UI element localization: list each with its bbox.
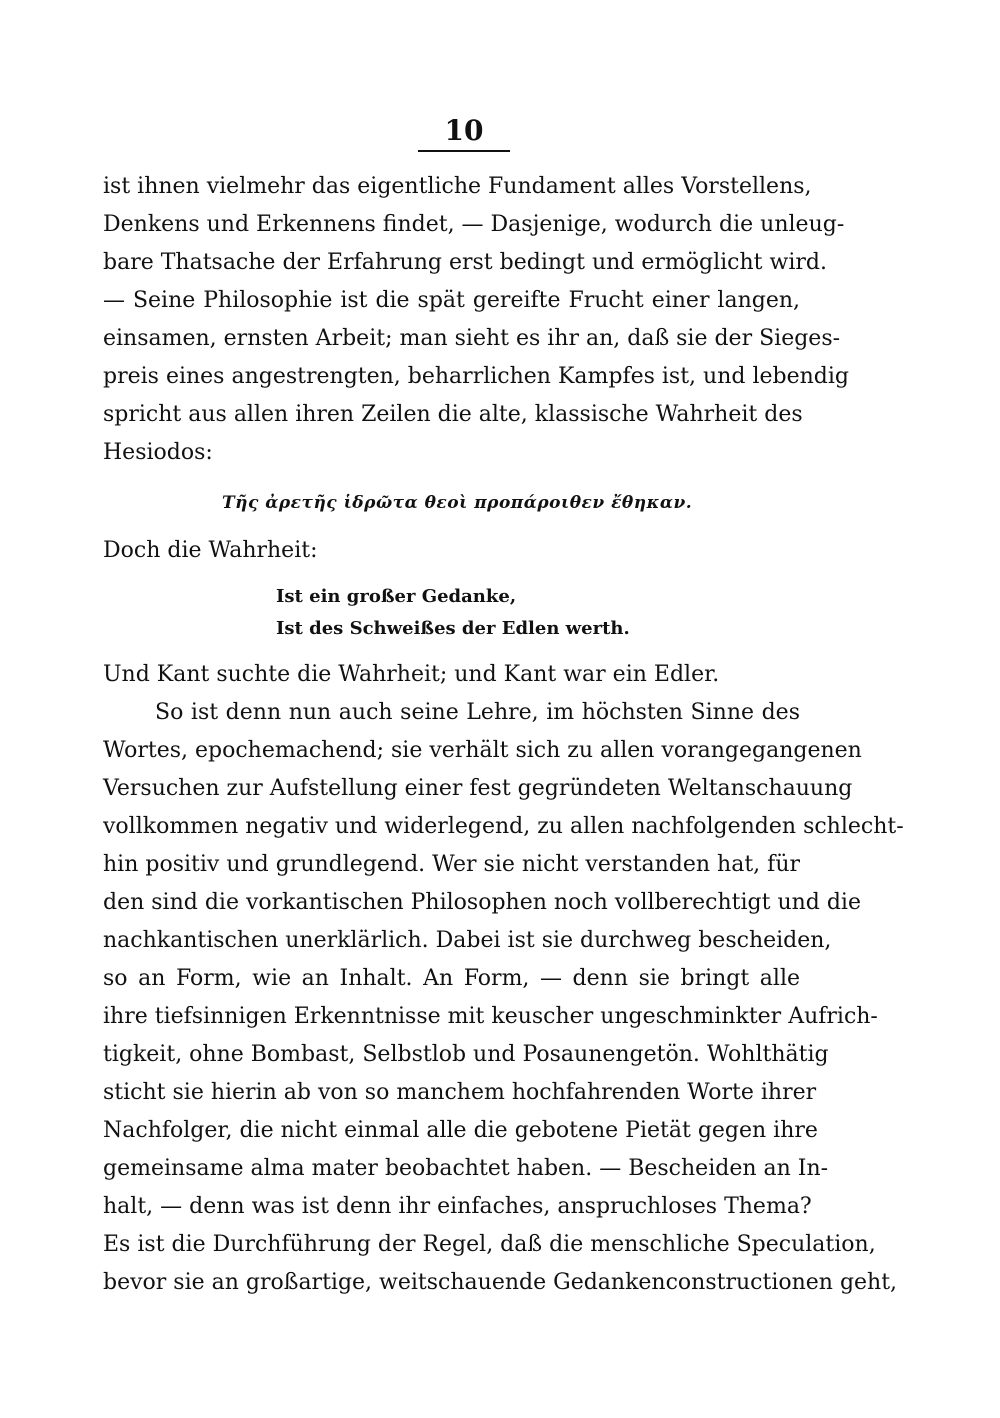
kant-line: Und Kant suchte die Wahrheit; und Kant war ein Edler.: [103, 662, 720, 687]
intro-line: Doch die Wahrheit:: [103, 538, 318, 563]
text-line: Denkens und Erkennens findet, — Dasjenige, wodurch die unleug-: [103, 212, 845, 237]
text-line: Versuchen zur Aufstellung einer fest gegründeten Weltanschauung: [103, 776, 853, 801]
text-line: Wortes, epochemachend; sie verhält sich zu allen vorangegangenen: [103, 738, 862, 763]
text-line: so an Form, wie an Inhalt. An Form, — denn sie bringt alle: [103, 966, 800, 991]
text-line: ist ihnen vielmehr das eigentliche Fundament alles Vorstellens,: [103, 174, 812, 199]
text-line: preis eines angestrengten, beharrlichen Kampfes ist, und lebendig: [103, 364, 849, 389]
page-number-rule: [418, 150, 510, 152]
text-line: nachkantischen unerklärlich. Dabei ist sie durchweg bescheiden,: [103, 928, 832, 953]
text-line: bevor sie an großartige, weitschauende Gedankenconstructionen geht,: [103, 1270, 898, 1295]
text-line: ihre tiefsinnigen Erkenntnisse mit keuscher ungeschminkter Aufrich-: [103, 1004, 878, 1029]
page-number: 10: [444, 114, 484, 147]
verse-line: Ist des Schweißes der Edlen werth.: [276, 618, 630, 639]
text-line: sticht sie hierin ab von so manchem hochfahrenden Worte ihrer: [103, 1080, 817, 1105]
text-line: vollkommen negativ und widerlegend, zu allen nachfolgenden schlecht-: [103, 814, 904, 839]
text-line: So ist denn nun auch seine Lehre, im höchsten Sinne des: [155, 700, 800, 725]
greek-quotation: Τῆς ἀρετῆς ἱδρῶτα θεοὶ προπάροιθεν ἔθηκαν.: [222, 493, 693, 513]
text-line: bare Thatsache der Erfahrung erst bedingt und ermöglicht wird.: [103, 250, 827, 275]
text-line: halt, — denn was ist denn ihr einfaches, anspruchloses Thema?: [103, 1194, 812, 1219]
text-line: Hesiodos:: [103, 440, 213, 465]
verse-line: Ist ein großer Gedanke,: [276, 586, 517, 607]
text-line: gemeinsame alma mater beobachtet haben. — Bescheiden an In-: [103, 1156, 829, 1181]
text-line: einsamen, ernsten Arbeit; man sieht es ihr an, daß sie der Sieges-: [103, 326, 841, 351]
text-line: tigkeit, ohne Bombast, Selbstlob und Posaunengetön. Wohlthätig: [103, 1042, 829, 1067]
text-line: spricht aus allen ihren Zeilen die alte, klassische Wahrheit des: [103, 402, 803, 427]
text-line: hin positiv und grundlegend. Wer sie nicht verstanden hat, für: [103, 852, 800, 877]
text-line: den sind die vorkantischen Philosophen noch vollberechtigt und die: [103, 890, 861, 915]
text-line: Nachfolger, die nicht einmal alle die gebotene Pietät gegen ihre: [103, 1118, 818, 1143]
text-line: Es ist die Durchführung der Regel, daß die menschliche Speculation,: [103, 1232, 876, 1257]
text-line: — Seine Philosophie ist die spät gereifte Frucht einer langen,: [103, 288, 800, 313]
